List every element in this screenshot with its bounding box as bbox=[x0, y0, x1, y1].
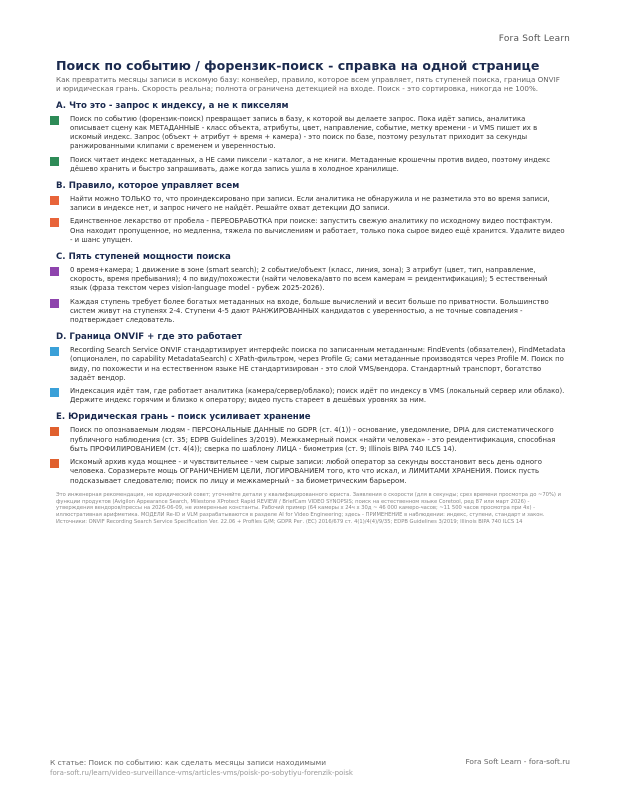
list-item bbox=[56, 195, 566, 213]
item-text: Поиск читает индекс метаданных, а НЕ сами пиксели - каталог, а не книги. Метаданные крошечны против видео, поэтому индекс дёшево хранить и быстро запрашивать, даже когда запись ушла в холодное хранилище. bbox=[70, 155, 551, 173]
brand-label: Fora Soft Learn bbox=[498, 34, 570, 44]
item-text: Recording Search Service ONVIF стандартизирует интерфейс поиска по записанным метаданным: FindEvents (обязателен), FindMetadata (опционален, по capability MetadataSearch) с XPath-фильтром, через Profile G; сами метаданные производятся через Profile M. Поиск по виду, по похожести и на естественном языке НЕ стандартизирован - это слой VMS/вендора. Стандартный транспорт, богатство задаёт вендор. bbox=[70, 346, 566, 382]
section-title: C. Пять ступеней мощности поиска bbox=[56, 252, 231, 263]
section-e bbox=[56, 412, 566, 485]
square-marker-icon bbox=[50, 388, 59, 397]
item-text: Индексация идёт там, где работает аналитика (камера/сервер/облако); поиск идёт по индексу в VMS (локальный сервер или облако). Держите индекс горячим и близко к оператору; видео пусть стареет в дешёвых уровнях за ним. bbox=[70, 387, 565, 405]
section-title: E. Юридическая грань - поиск усиливает хранение bbox=[56, 412, 311, 423]
section-b bbox=[56, 181, 566, 245]
square-marker-icon bbox=[50, 459, 59, 468]
section-a bbox=[56, 101, 566, 174]
item-text: Единственное лекарство от пробела - ПЕРЕОБРАБОТКА при поиске: запустить свежую аналитику по исходному видео постфактум. Она находит пропущенное, но медленна, тяжела по вычислениям и работает, только пока сырое видео ещё хранится. Удалите видео - и шанс упущен. bbox=[70, 217, 565, 244]
page-title: Поиск по событию / форензик-поиск - справка на одной странице bbox=[56, 58, 540, 73]
square-marker-icon bbox=[50, 196, 59, 205]
square-marker-icon bbox=[50, 157, 59, 166]
list-item bbox=[56, 387, 566, 405]
square-marker-icon bbox=[50, 299, 59, 308]
footer-brand: Fora Soft Learn - fora-soft.ru bbox=[465, 757, 570, 766]
section-d bbox=[56, 332, 566, 405]
section-title: A. Что это - запрос к индексу, а не к пикселям bbox=[56, 100, 289, 111]
page-subtitle: Как превратить месяцы записи в искомую базу: конвейер, правило, которое всем управляет, пять ступеней поиска, граница ONVIF и юридическая грань. Скорость реальна; полнота ограничена детекцией на входе. Поиск - это сортировка, никогда не 100%. bbox=[56, 75, 560, 94]
square-marker-icon bbox=[50, 347, 59, 356]
list-item bbox=[56, 266, 566, 294]
section-c bbox=[56, 252, 566, 325]
square-marker-icon bbox=[50, 218, 59, 227]
list-item bbox=[56, 298, 566, 326]
section-title: B. Правило, которое управляет всем bbox=[56, 181, 240, 192]
footnote: Это инженерная рекомендация, не юридический совет; уточняйте детали у квалифицированного юриста. Заявления о скорости (для в секунды; срез времени просмотра до ~70%) и функции продуктов (Avigilon Appearance Search, Milestone XProtect Rapid REVIEW / BriefCam VIDEO SYNOPSIS; поиск на естественном языке Coretool, ред 87 или март 2026) - утверждения вендоров/прессы на 2026-06-09, не измеренные константы. Рабочий пример (64 камеры x 24ч x 30д ~ 46 000 камеро-часов; ~11 500 часов просмотра при 4x) - иллюстративная арифметика. МОДЕЛИ Re-ID и VLM разрабатываются в разделе AI for Video Engineering; здесь - ПРИМЕНЕНИЕ в наблюдении: индекс, ступени, стандарт и закон. Источники: ONVIF Recording Search Service Specification Ver. 22.06 + Profiles G/M; GDPR Рег. (ЕС) 2016/679 ст. 4(1)/4(4)/9/35; EDPB Guidelines 3/2019; Illinois BIPA 740 ILCS 14 bbox=[56, 491, 561, 525]
list-item bbox=[56, 217, 566, 245]
list-item bbox=[56, 156, 566, 174]
footer-article-link[interactable]: К статье: Поиск по событию: как сделать месяцы записи находимыми bbox=[50, 758, 327, 767]
item-text: Искомый архив куда мощнее - и чувствительнее - чем сырые записи: любой оператор за секунды восстановит весь день одного человека. Соразмерьте мощь ОГРАНИЧЕНИЕМ ЦЕЛИ, ЛОГИРОВАНИЕМ того, кто что искал, и ЛИМИТАМИ ХРАНЕНИЯ. Поиск пусть подсказывает следователю; поиск по лицу и межкамерный - за биометрическим барьером. bbox=[70, 458, 542, 485]
list-item bbox=[56, 426, 566, 454]
square-marker-icon bbox=[50, 116, 59, 125]
item-text: Поиск по опознаваемым людям - ПЕРСОНАЛЬНЫЕ ДАННЫЕ по GDPR (ст. 4(1)) - основание, уведомление, DPIA для систематического публичного наблюдения (ст. 35; EDPB Guidelines 3/2019). Межкамерный поиск «найти человека» - это реидентификация, способная быть ПРОФИЛИРОВАНИЕМ (ст. 4(4)); сверка по шаблону ЛИЦА - биометрия (ст. 9; Illinois BIPA 740 ILCS 14). bbox=[70, 426, 556, 453]
footer-article bbox=[50, 757, 353, 779]
square-marker-icon bbox=[50, 267, 59, 276]
item-text: Каждая ступень требует более богатых метаданных на входе, больше вычислений и весит больше по приватности. Большинство систем живут на ступенях 2-4. Ступени 4-5 дают РАНЖИРОВАННЫХ кандидатов с уверенностью, а не точные совпадения - подтверждает следователь. bbox=[70, 297, 549, 325]
item-text: 0 время+камера; 1 движение в зоне (smart search); 2 событие/объект (класс, линия, зона); 3 атрибут (цвет, тип, направление, скорость, время пребывания); 4 по виду/похожести (найти человека/авто по всем камерам = реидентификация); 5 естественный язык (фраза текстом через vision-language model - рубеж 2025-2026). bbox=[70, 266, 548, 293]
list-item bbox=[56, 458, 566, 486]
footer-url[interactable]: fora-soft.ru/learn/video-surveillance-vms/articles-vms/poisk-po-sobytiyu-forenzik-poisk bbox=[50, 769, 353, 777]
item-text: Поиск по событию (форензик-поиск) превращает запись в базу, к которой вы делаете запрос. Пока идёт запись, аналитика описывает сцену как МЕТАДАННЫЕ - класс объекта, атрибуты, цвет, направление, событие, метку времени - и VMS пишет их в искомый индекс. Запрос (объект + атрибут + время + камера) - это поиск по базе, поэтому результат приходит за секунды ранжированными клипами с временем и уверенностью. bbox=[70, 114, 538, 151]
square-marker-icon bbox=[50, 427, 59, 436]
list-item bbox=[56, 346, 566, 383]
main-content bbox=[56, 58, 566, 526]
section-title: D. Граница ONVIF + где это работает bbox=[56, 332, 243, 343]
item-text: Найти можно ТОЛЬКО то, что проиндексировано при записи. Если аналитика не обнаружила и не разметила это во время записи, записи в индексе нет, и запрос ничего не найдёт. Решайте охват детекции ДО записи. bbox=[70, 195, 550, 213]
list-item bbox=[56, 115, 566, 152]
